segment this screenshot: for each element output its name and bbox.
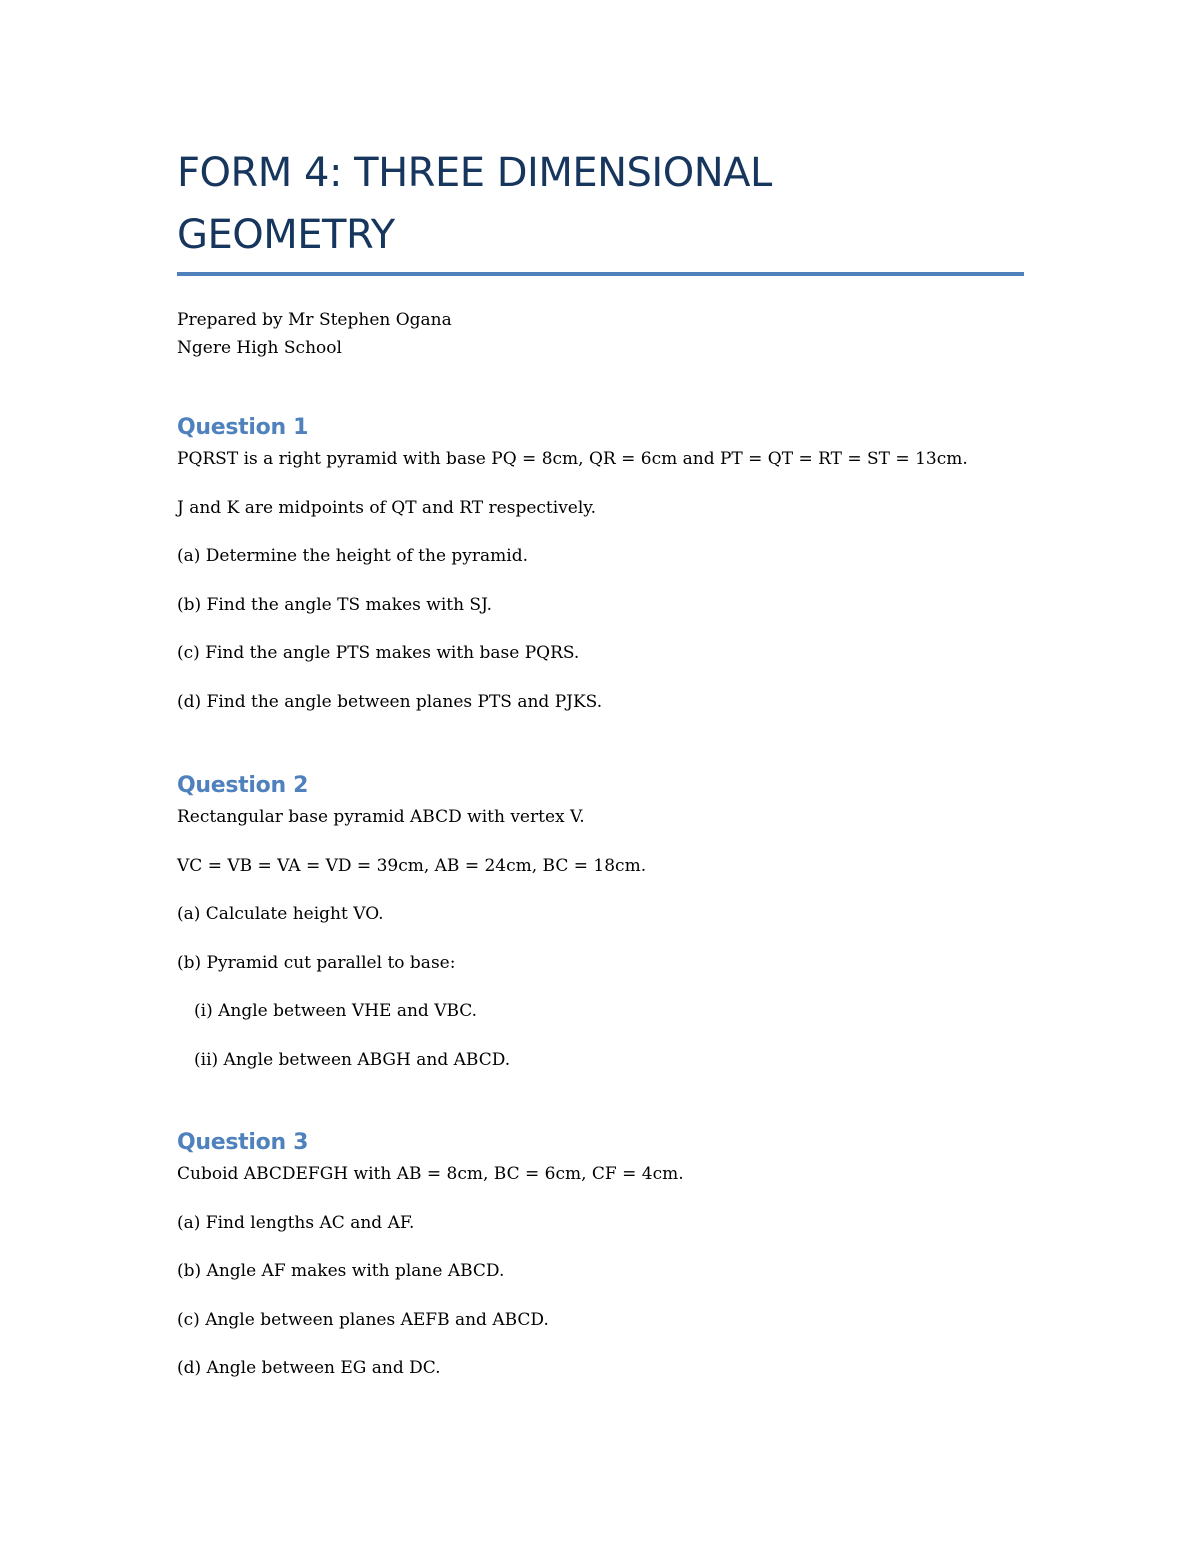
prepared-by: Prepared by Mr Stephen Ogana xyxy=(177,310,452,330)
question-part: (a) Calculate height VO. xyxy=(177,904,384,924)
document-title-line-1: FORM 4: THREE DIMENSIONAL xyxy=(177,150,772,196)
question-text: Cuboid ABCDEFGH with AB = 8cm, BC = 6cm, CF = 4cm. xyxy=(177,1164,684,1184)
question-text: J and K are midpoints of QT and RT respectively. xyxy=(177,497,597,518)
title-underline xyxy=(177,272,1024,276)
question-part: (a) Determine the height of the pyramid. xyxy=(177,546,529,566)
question-text: VC = VB = VA = VD = 39cm, AB = 24cm, BC = 18cm. xyxy=(177,855,647,876)
author-info xyxy=(177,306,452,362)
question-part: (b) Find the angle TS makes with SJ. xyxy=(177,594,492,615)
question-part: (d) Angle between EG and DC. xyxy=(177,1358,441,1378)
question-heading: Question 3 xyxy=(177,1130,309,1155)
question-3 xyxy=(177,1128,1024,1380)
question-heading: Question 2 xyxy=(177,773,309,798)
question-text: Rectangular base pyramid ABCD with vertex V. xyxy=(177,807,585,827)
document-title xyxy=(177,142,1024,266)
question-part: (c) Find the angle PTS makes with base PQRS. xyxy=(177,643,580,663)
question-heading: Question 1 xyxy=(177,415,309,440)
school-name: Ngere High School xyxy=(177,338,342,358)
question-2 xyxy=(177,771,1024,1072)
question-part: (b) Pyramid cut parallel to base: xyxy=(177,952,456,973)
question-subpart: (ii) Angle between ABGH and ABCD. xyxy=(194,1049,511,1070)
question-part: (b) Angle AF makes with plane ABCD. xyxy=(177,1261,505,1281)
question-subpart: (i) Angle between VHE and VBC. xyxy=(194,1001,478,1021)
question-part: (c) Angle between planes AEFB and ABCD. xyxy=(177,1309,549,1330)
question-1 xyxy=(177,413,1024,714)
question-text: PQRST is a right pyramid with base PQ = 8cm, QR = 6cm and PT = QT = RT = ST = 13cm. xyxy=(177,449,968,469)
question-part: (d) Find the angle between planes PTS and PJKS. xyxy=(177,691,603,712)
question-part: (a) Find lengths AC and AF. xyxy=(177,1212,415,1233)
document-title-line-2: GEOMETRY xyxy=(177,212,395,258)
